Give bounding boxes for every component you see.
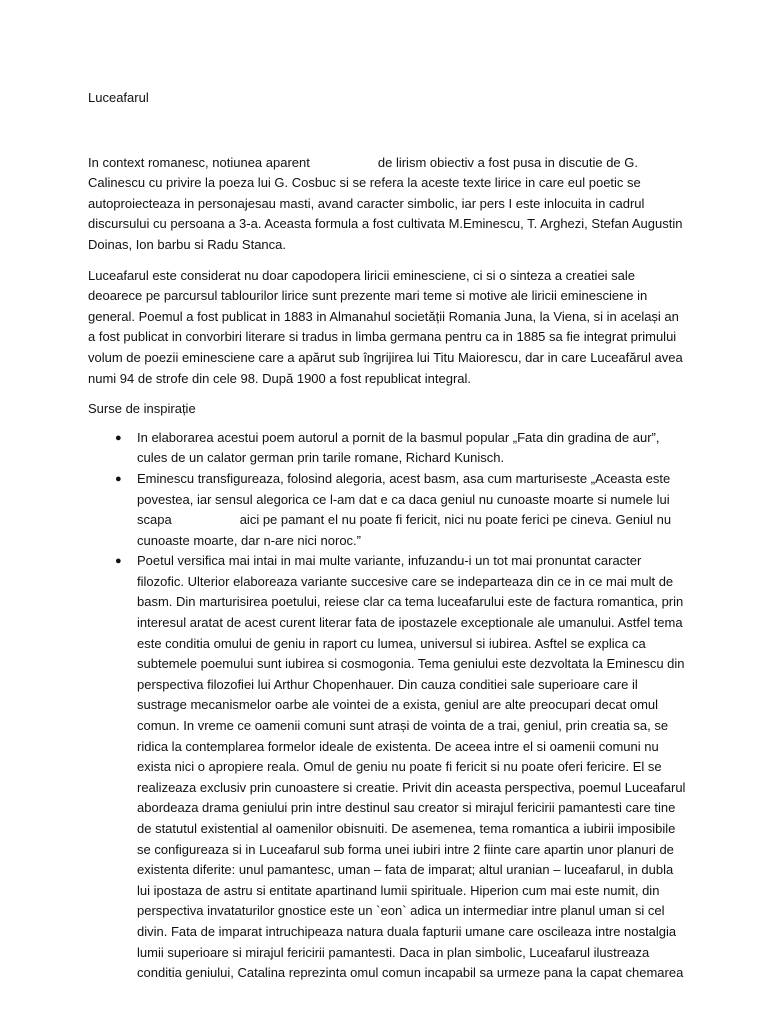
paragraph-intro — [88, 153, 688, 256]
list-item — [88, 469, 688, 551]
list-item-text: Poetul versifica mai intai in mai multe variante, infuzandu-i un tot mai pronuntat caracter filozofic. Ulterior elaboreaza variante succesive care se indeparteaza din ce in ce mai mult de basm. Din marturisirea poetului, reiese clar ca tema luceafarului este de factura romantica, prin interesul aratat de acest curent literar fata de ipostazele exceptionale ale umanului. Astfel tema este conditia omului de geniu in raport cu lumea, universul si iubirea. Asftel se explica ca subtemele poemului sunt iubirea si cosmogonia. Tema geniului este dezvoltata la Eminescu din perspectiva filozofiei lui Arthur Chopenhauer. Din cauza conditiei sale superioare care il sustrage mecanismelor oarbe ale vointei de a exista, geniul are alte preocupari decat omul comun. In vreme ce oamenii comuni sunt atrași de vointa de a trai, geniul, prin creatia sa, se ridica la contemplarea formelor ideale de existenta. De aceea intre el si oamenii comuni nu exista nici o apropiere reala. Omul de geniu nu poate fi fericit si nu poate oferi fericire. El se realizeaza exclusiv prin cunoastere si creatie. Privit din aceasta perspectiva, poemul Luceafarul abordeaza drama geniului prin intre destinul sau creator si mirajul fericirii pamantesti care tine de statutul existential al oamenilor obisnuiti. De asemenea, tema romantica a iubirii imposibile se configureaza si in Luceafarul sub forma unei iubiri intre 2 fiinte care apartin unor planuri de existenta diferite: unul pamantesc, uman – fata de imparat; altul uranian – luceafarul, in dubla lui ipostaza de astru si entitate apartinand lumii spirituale. Hiperion cum mai este numit, din perspectiva invataturilor gnostice este un `eon` adica un intermediar intre planul uman si cel divin. Fata de imparat intruchipeaza natura duala fapturii umane care oscileaza intre nostalgia lumii superioare si mirajul fericirii pamantesti. Daca in plan simbolic, Luceafarul ilustreaza conditia geniului, Catalina reprezinta omul comun incapabil sa urmeze pana la capat chemarea — [137, 553, 686, 981]
paragraph-overview: Luceafarul este considerat nu doar capodopera liricii eminesciene, ci si o sinteza a creatiei sale deoarece pe parcursul tablourilor lirice sunt prezente mari teme si motive ale liricii eminesciene in general. Poemul a fost publicat in 1883 in Almanahul societății Romania Juna, la Viena, si in același an a fost publicat in convorbiri literare si tradus in limba germana pentru ca in 1885 sa fie integrat primului volum de poezii eminesciene care a apărut sub îngrijirea lui Titu Maiorescu, dar in care Luceafărul avea numi 94 de strofe din cele 98. După 1900 a fost republicat integral. — [88, 267, 683, 386]
paragraph-intro-start: In context romanesc, notiunea aparent — [88, 154, 310, 170]
paragraph-intro-rest: de lirism obiectiv a fost pusa in discutie de G. Calinescu cu privire la poeza lui G. Cosbuc si se refera la aceste texte lirice in care eul poetic se autoproiecteaza in personajesau masti, avand caracter simbolic, iar pers I este inlocuita in cadrul discursului cu persoana a 3-a. Aceasta formula a fost cultivata M.Eminescu, T. Arghezi, Stefan Augustin Doinas, Ion barbu si Radu Stanca. — [88, 154, 683, 252]
bullet-icon: ● — [115, 555, 122, 568]
list-item-text: In elaborarea acestui poem autorul a pornit de la basmul popular „Fata din gradina de aur”, cules de un calator german prin tarile romane, Richard Kunisch. — [137, 429, 660, 466]
list-item — [88, 428, 688, 469]
sources-list — [88, 428, 688, 984]
list-item — [88, 551, 688, 983]
list-item-text-start: Eminescu transfigureaza, folosind alegoria, acest basm, asa cum marturiseste „Aceasta este povestea, iar sensul alegorica ce l-am dat e ca daca geniul nu cunoaste moarte si numele lui scapa — [137, 470, 671, 528]
list-item-text-rest: aici pe pamant el nu poate fi fericit, nici nu poate ferici pe cineva. Geniul nu cunoaste moarte, dar n-are nici noroc.” — [137, 512, 672, 548]
document-title: Luceafarul — [88, 90, 149, 105]
bullet-icon: ● — [115, 472, 122, 485]
bullet-icon: ● — [115, 431, 122, 444]
section-heading: Surse de inspirație — [88, 401, 196, 417]
